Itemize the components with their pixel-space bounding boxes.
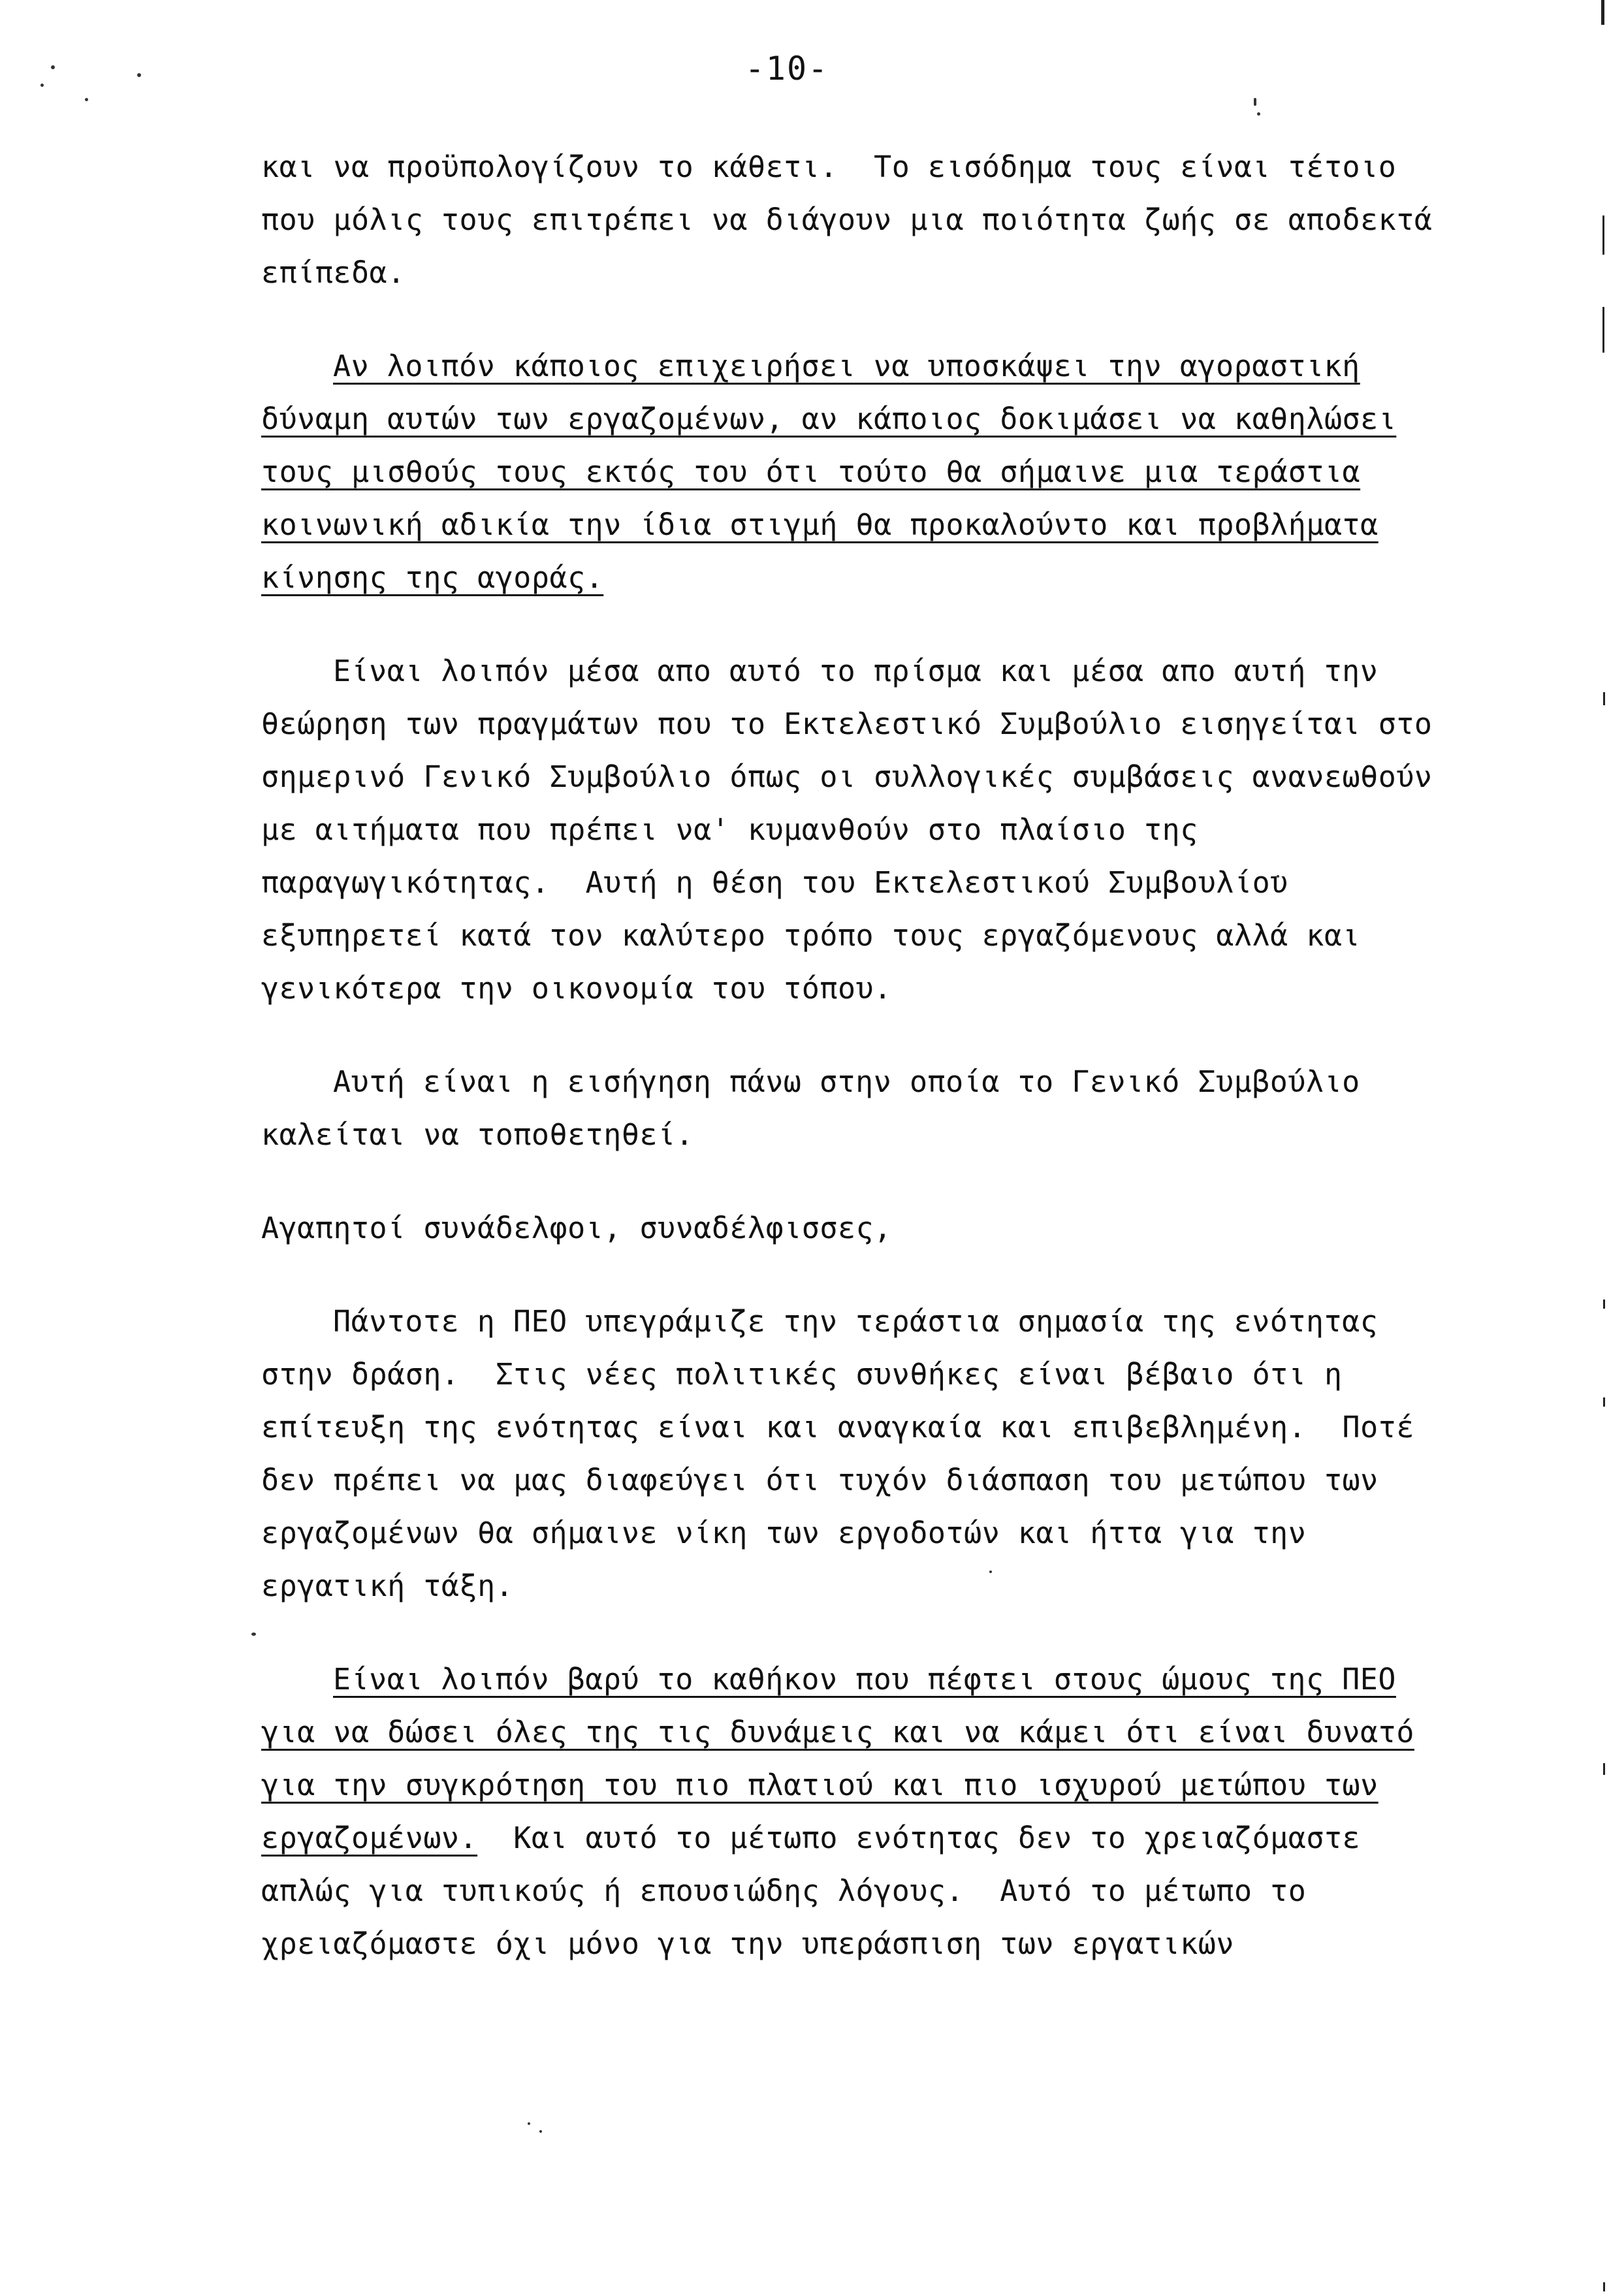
text-line: εργατική τάξη. (261, 1569, 514, 1603)
paragraph-gap (261, 1161, 1332, 1202)
text-line: σημερινό Γενικό Συμβούλιο όπως οι συλλογικές συμβάσεις ανανεωθούν (261, 759, 1433, 794)
text-run: Και αυτό το μέτωπο ενότητας δεν το χρειαζόμαστε (513, 1821, 1361, 1855)
underlined-text: τους μισθούς τους εκτός του ότι τούτο θα σήμαινε μια τεράστια (261, 454, 1361, 489)
paragraph-gap (261, 1254, 1332, 1295)
scan-speck (528, 2122, 530, 2125)
scan-speck (1254, 98, 1256, 106)
text-line (261, 340, 1360, 392)
scan-speck (251, 1633, 256, 1636)
scan-edge-mark (1601, 0, 1604, 25)
paragraph-3 (261, 645, 1433, 1015)
paragraph-2-underlined (261, 340, 1397, 604)
document-body (261, 140, 1433, 1970)
underlined-text: για την συγκρότηση του πιο πλατιού και πιο ισχυρού μετώπου των (261, 1768, 1378, 1802)
text-line (261, 445, 1361, 498)
underlined-text: εργαζομένων. (261, 1821, 478, 1855)
text-line: Πάντοτε η ΠΕΟ υπεγράμιζε την τεράστια σημασία της ενότητας (333, 1304, 1378, 1339)
scan-edge-mark (1603, 1763, 1605, 1775)
scan-speck (85, 98, 88, 101)
text-line (261, 551, 1332, 604)
underlined-text: Είναι λοιπόν βαρύ το καθήκον που πέφτει στους ώμους της ΠΕΟ (333, 1662, 1396, 1697)
scan-speck (51, 65, 55, 69)
scan-edge-mark (1603, 2282, 1605, 2291)
paragraph-gap (261, 1015, 1332, 1055)
text-line: απλώς για τυπικούς ή επουσιώδης λόγους. Αυτό το μέτωπο το (261, 1873, 1307, 1908)
scan-edge-mark (1602, 215, 1604, 255)
text-line: επίπεδα. (261, 255, 406, 290)
text-line: εργαζομένων θα σήμαινε νίκη των εργοδοτών και ήττα για την (261, 1516, 1307, 1550)
text-line: Είναι λοιπόν μέσα απο αυτό το πρίσμα και μέσα απο αυτή την (333, 654, 1378, 688)
text-line: που μόλις τους επιτρέπει να διάγουν μια ποιότητα ζωής σε αποδεκτά (261, 202, 1433, 237)
text-line (261, 1811, 1361, 1864)
text-line: με αιτήματα που πρέπει να' κυμανθούν στο πλαίσιο της (261, 812, 1198, 847)
text-line: καλείται να τοποθετηθεί. (261, 1117, 694, 1152)
text-line (261, 392, 1397, 445)
scan-speck (137, 73, 141, 77)
paragraph-gap (261, 604, 1332, 645)
text-line: στην δράση. Στις νέες πολιτικές συνθήκες είναι βέβαιο ότι η (261, 1357, 1343, 1392)
paragraph-4 (261, 1055, 1360, 1161)
text-line: δεν πρέπει να μας διαφεύγει ότι τυχόν διάσπαση του μετώπου των (261, 1463, 1378, 1497)
text-line (261, 1759, 1378, 1811)
text-line: γενικότερα την οικονομία του τόπου. (261, 971, 892, 1006)
text-line: θεώρηση των πραγμάτων που το Εκτελεστικό Συμβούλιο εισηγείται στο (261, 707, 1433, 741)
scan-edge-mark (1602, 307, 1604, 353)
page-number: -10- (744, 50, 829, 88)
underlined-text: κοινωνική αδικία την ίδια στιγμή θα προκαλούντο και προβλήματα (261, 507, 1378, 542)
scan-edge-mark (1603, 1397, 1605, 1407)
text-line: παραγωγικότητας. Αυτή η θέση του Εκτελεστικού Συμβουλίου (261, 865, 1288, 900)
text-line: εξυπηρετεί κατά τον καλύτερο τρόπο τους εργαζόμενους αλλά και (261, 918, 1361, 953)
paragraph-6 (261, 1295, 1414, 1612)
underlined-text: για να δώσει όλες της τις δυνάμεις και να κάμει ότι είναι δυνατό (261, 1715, 1414, 1749)
text-line (261, 1706, 1414, 1759)
underlined-text: δύναμη αυτών των εργαζομένων, αν κάποιος δοκιμάσει να καθηλώσει (261, 402, 1397, 436)
scan-speck (539, 2130, 542, 2133)
paragraph-1 (261, 140, 1433, 299)
paragraph-gap (261, 1612, 1332, 1653)
salutation (261, 1202, 1332, 1254)
scan-edge-mark (1603, 1299, 1605, 1309)
text-line: επίτευξη της ενότητας είναι και αναγκαία και επιβεβλημένη. Ποτέ (261, 1410, 1414, 1444)
paragraph-7 (261, 1653, 1414, 1970)
underlined-text: κίνησης της αγοράς. (261, 560, 604, 595)
text-line (261, 1653, 1396, 1706)
scan-edge-mark (1603, 692, 1605, 705)
paragraph-gap (261, 299, 1332, 340)
text-line: χρειαζόμαστε όχι μόνο για την υπεράσπιση των εργατικών (261, 1926, 1234, 1961)
scan-speck (1257, 112, 1260, 116)
text-line: και να προϋπολογίζουν το κάθετι. Το εισόδημα τους είναι τέτοιο (261, 150, 1397, 184)
text-line (261, 498, 1378, 551)
underlined-text: Αν λοιπόν κάποιος επιχειρήσει να υποσκάψει την αγοραστική (333, 349, 1360, 383)
text-line: Αγαπητοί συνάδελφοι, συναδέλφισσες, (261, 1211, 892, 1245)
scan-speck (40, 84, 44, 87)
text-line: Αυτή είναι η εισήγηση πάνω στην οποία το Γενικό Συμβούλιο (333, 1064, 1360, 1099)
